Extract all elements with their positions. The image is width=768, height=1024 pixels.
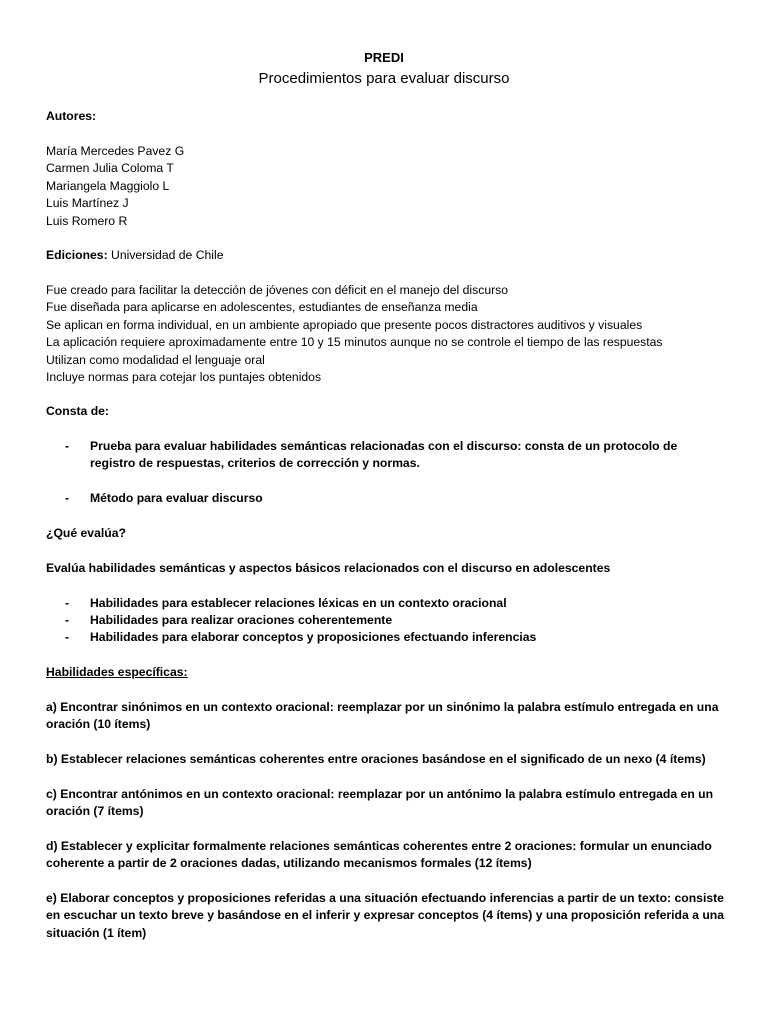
consta-item-text: Prueba para evaluar habilidades semánticas relacionadas con el discurso: consta de un protocolo de registro de respuestas, criterios de corrección y normas. [90,439,678,471]
consta-item [65,490,725,507]
bullet-dash: - [65,491,70,505]
author-item: María Mercedes Pavez G [46,144,185,158]
fact-item: Fue diseñada para aplicarse en adolescentes, estudiantes de enseñanza media [46,300,478,315]
bullet-dash: - [65,613,70,627]
ediciones-value: Universidad de Chile [107,248,224,262]
evalua-item-text: Habilidades para realizar oraciones coherentemente [90,613,393,627]
evalua-item-text: Habilidades para elaborar conceptos y proposiciones efectuando inferencias [90,630,537,644]
fact-item: Utilizan como modalidad el lenguaje oral [46,352,265,367]
evalua-item [65,629,725,646]
fact-item: Se aplican en forma individual, en un ambiente apropiado que presente pocos distractores auditivos y visuales [46,317,643,332]
habilidad-item: a) Encontrar sinónimos en un contexto oracional: reemplazar por un sinónimo la palabra estímulo entregada en una oración (10 ítems) [46,700,719,732]
doc-title: PREDI [364,50,404,65]
author-item: Luis Romero R [46,213,128,228]
evalua-text: Evalúa habilidades semánticas y aspectos básicos relacionados con el discurso en adolescentes [46,561,611,575]
author-item: Mariangela Maggiolo L [46,178,170,193]
fact-item: Incluye normas para cotejar los puntajes obtenidos [46,370,322,385]
que-evalua-label: ¿Qué evalúa? [46,526,126,540]
evalua-item [65,612,725,629]
habilidad-item: b) Establecer relaciones semánticas coherentes entre oraciones basándose en el significado de un nexo (4 ítems) [46,752,706,766]
consta-item [65,438,725,473]
bullet-dash: - [65,596,70,610]
habilidad-item: e) Elaborar conceptos y proposiciones referidas a una situación efectuando inferencias a partir de un texto: consiste en escuchar un texto breve y basándose en el inferir y expresar conceptos (4 ítems) y una proposición referida a una situación (1 ítem) [46,891,724,940]
authors-list [46,143,184,230]
author-item: Luis Martínez J [46,196,129,211]
habilidades-label: Habilidades específicas: [46,665,188,679]
consta-label: Consta de: [46,404,109,418]
doc-subtitle: Procedimientos para evaluar discurso [258,70,510,87]
habilidad-item: c) Encontrar antónimos en un contexto oracional: reemplazar por un antónimo la palabra estímulo entregada en un oración (7 ítems) [46,787,714,819]
ediciones-line [46,247,223,264]
habilidad-item: d) Establecer y explicitar formalmente relaciones semánticas coherentes entre 2 oraciones: formular un enunciado coherente a partir de 2 oraciones dadas, utilizando mecanismos formales (12 ítems) [46,839,712,871]
fact-item: Fue creado para facilitar la detección de jóvenes con déficit en el manejo del discurso [46,283,509,297]
evalua-item-text: Habilidades para establecer relaciones léxicas en un contexto oracional [90,596,507,610]
facts-list [46,282,663,386]
evalua-item [65,595,725,612]
autores-label: Autores: [46,109,97,123]
consta-item-text: Método para evaluar discurso [90,491,263,505]
bullet-dash: - [65,630,70,644]
ediciones-label: Ediciones: [46,248,108,262]
author-item: Carmen Julia Coloma T [46,161,174,176]
fact-item: La aplicación requiere aproximadamente entre 10 y 15 minutos aunque no se controle el tiempo de las respuestas [46,335,663,350]
bullet-dash: - [65,439,70,453]
